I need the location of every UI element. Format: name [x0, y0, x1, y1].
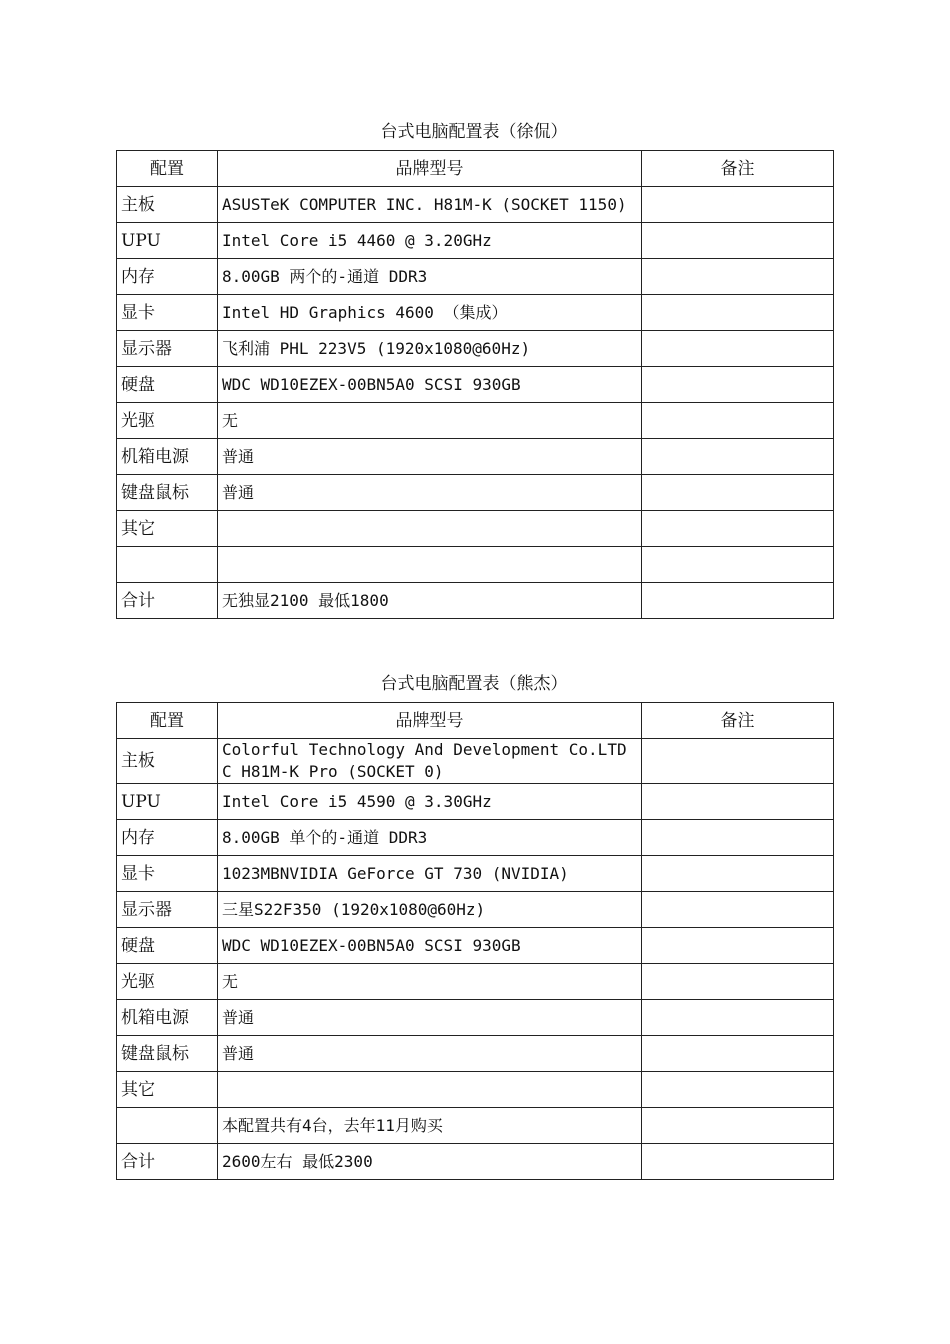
cell-model: 飞利浦 PHL 223V5 (1920x1080@60Hz) [218, 331, 642, 367]
table-row [117, 739, 834, 784]
cell-note [642, 259, 834, 295]
table-row [117, 1072, 834, 1108]
cell-item: 硬盘 [117, 928, 218, 964]
table-row [117, 784, 834, 820]
cell-item: 键盘鼠标 [117, 1036, 218, 1072]
cell-model: Intel HD Graphics 4600 （集成） [218, 295, 642, 331]
cell-note [642, 784, 834, 820]
cell-item: 键盘鼠标 [117, 475, 218, 511]
cell-note [642, 295, 834, 331]
header-config: 配置 [117, 151, 218, 187]
cell-model: 普通 [218, 1000, 642, 1036]
table-row [117, 856, 834, 892]
header-config: 配置 [117, 703, 218, 739]
cell-note [642, 892, 834, 928]
cell-item: 显示器 [117, 331, 218, 367]
table-row [117, 1000, 834, 1036]
cell-model: ASUSTeK COMPUTER INC. H81M-K (SOCKET 1150) [218, 187, 642, 223]
cell-model [218, 547, 642, 583]
table-row [117, 259, 834, 295]
cell-item [117, 1108, 218, 1144]
table-row [117, 475, 834, 511]
cell-note [642, 1108, 834, 1144]
table-row [117, 1108, 834, 1144]
cell-item [117, 547, 218, 583]
cell-note [642, 1144, 834, 1180]
cell-note [642, 367, 834, 403]
cell-item: 机箱电源 [117, 1000, 218, 1036]
cell-item: 合计 [117, 583, 218, 619]
cell-model: 8.00GB 两个的-通道 DDR3 [218, 259, 642, 295]
table-2-body [117, 703, 834, 1180]
cell-model: 8.00GB 单个的-通道 DDR3 [218, 820, 642, 856]
config-table-2 [116, 702, 834, 1180]
cell-item: UPU [117, 223, 218, 259]
cell-model: Colorful Technology And Development Co.LTD C H81M-K Pro (SOCKET 0) [218, 739, 642, 784]
cell-item: 其它 [117, 511, 218, 547]
table-1-title: 台式电脑配置表（徐侃） [380, 122, 568, 142]
cell-note [642, 439, 834, 475]
cell-item: 合计 [117, 1144, 218, 1180]
cell-note [642, 964, 834, 1000]
table-row [117, 331, 834, 367]
table-row [117, 583, 834, 619]
cell-model: 普通 [218, 475, 642, 511]
cell-note [642, 739, 834, 784]
table-1-body [117, 151, 834, 619]
cell-item: UPU [117, 784, 218, 820]
table-row [117, 511, 834, 547]
cell-model: 普通 [218, 1036, 642, 1072]
header-row [117, 703, 834, 739]
cell-model: WDC WD10EZEX-00BN5A0 SCSI 930GB [218, 928, 642, 964]
cell-model: 1023MBNVIDIA GeForce GT 730 (NVIDIA) [218, 856, 642, 892]
cell-note [642, 475, 834, 511]
cell-item: 主板 [117, 187, 218, 223]
cell-model: 本配置共有4台，去年11月购买 [218, 1108, 642, 1144]
table-row [117, 367, 834, 403]
cell-model: Intel Core i5 4590 @ 3.30GHz [218, 784, 642, 820]
header-note: 备注 [642, 151, 834, 187]
cell-note [642, 403, 834, 439]
cell-model: 2600左右 最低2300 [218, 1144, 642, 1180]
cell-item: 光驱 [117, 403, 218, 439]
header-row [117, 151, 834, 187]
cell-note [642, 928, 834, 964]
cell-note [642, 856, 834, 892]
cell-model: 无 [218, 964, 642, 1000]
cell-note [642, 511, 834, 547]
cell-item: 显卡 [117, 295, 218, 331]
table-row [117, 1036, 834, 1072]
table-row [117, 295, 834, 331]
header-model: 品牌型号 [218, 151, 642, 187]
cell-item: 内存 [117, 820, 218, 856]
table-row [117, 892, 834, 928]
cell-item: 机箱电源 [117, 439, 218, 475]
cell-model: Intel Core i5 4460 @ 3.20GHz [218, 223, 642, 259]
cell-note [642, 1036, 834, 1072]
cell-item: 硬盘 [117, 367, 218, 403]
table-row [117, 928, 834, 964]
cell-model: 无 [218, 403, 642, 439]
cell-item: 显卡 [117, 856, 218, 892]
cell-note [642, 820, 834, 856]
config-table-1 [116, 150, 834, 619]
cell-note [642, 1072, 834, 1108]
cell-note [642, 187, 834, 223]
table-row [117, 547, 834, 583]
table-row [117, 223, 834, 259]
cell-model [218, 1072, 642, 1108]
cell-note [642, 583, 834, 619]
cell-note [642, 223, 834, 259]
table-row [117, 439, 834, 475]
table-row [117, 820, 834, 856]
cell-item: 光驱 [117, 964, 218, 1000]
table-row [117, 187, 834, 223]
table-row [117, 1144, 834, 1180]
table-row [117, 964, 834, 1000]
cell-item: 主板 [117, 739, 218, 784]
cell-model: 普通 [218, 439, 642, 475]
header-note: 备注 [642, 703, 834, 739]
table-2-title: 台式电脑配置表（熊杰） [380, 674, 568, 694]
table-row [117, 403, 834, 439]
cell-note [642, 1000, 834, 1036]
cell-model: 三星S22F350 (1920x1080@60Hz) [218, 892, 642, 928]
cell-item: 显示器 [117, 892, 218, 928]
cell-model: WDC WD10EZEX-00BN5A0 SCSI 930GB [218, 367, 642, 403]
cell-model: 无独显2100 最低1800 [218, 583, 642, 619]
cell-item: 其它 [117, 1072, 218, 1108]
cell-note [642, 547, 834, 583]
cell-item: 内存 [117, 259, 218, 295]
cell-note [642, 331, 834, 367]
cell-model [218, 511, 642, 547]
header-model: 品牌型号 [218, 703, 642, 739]
